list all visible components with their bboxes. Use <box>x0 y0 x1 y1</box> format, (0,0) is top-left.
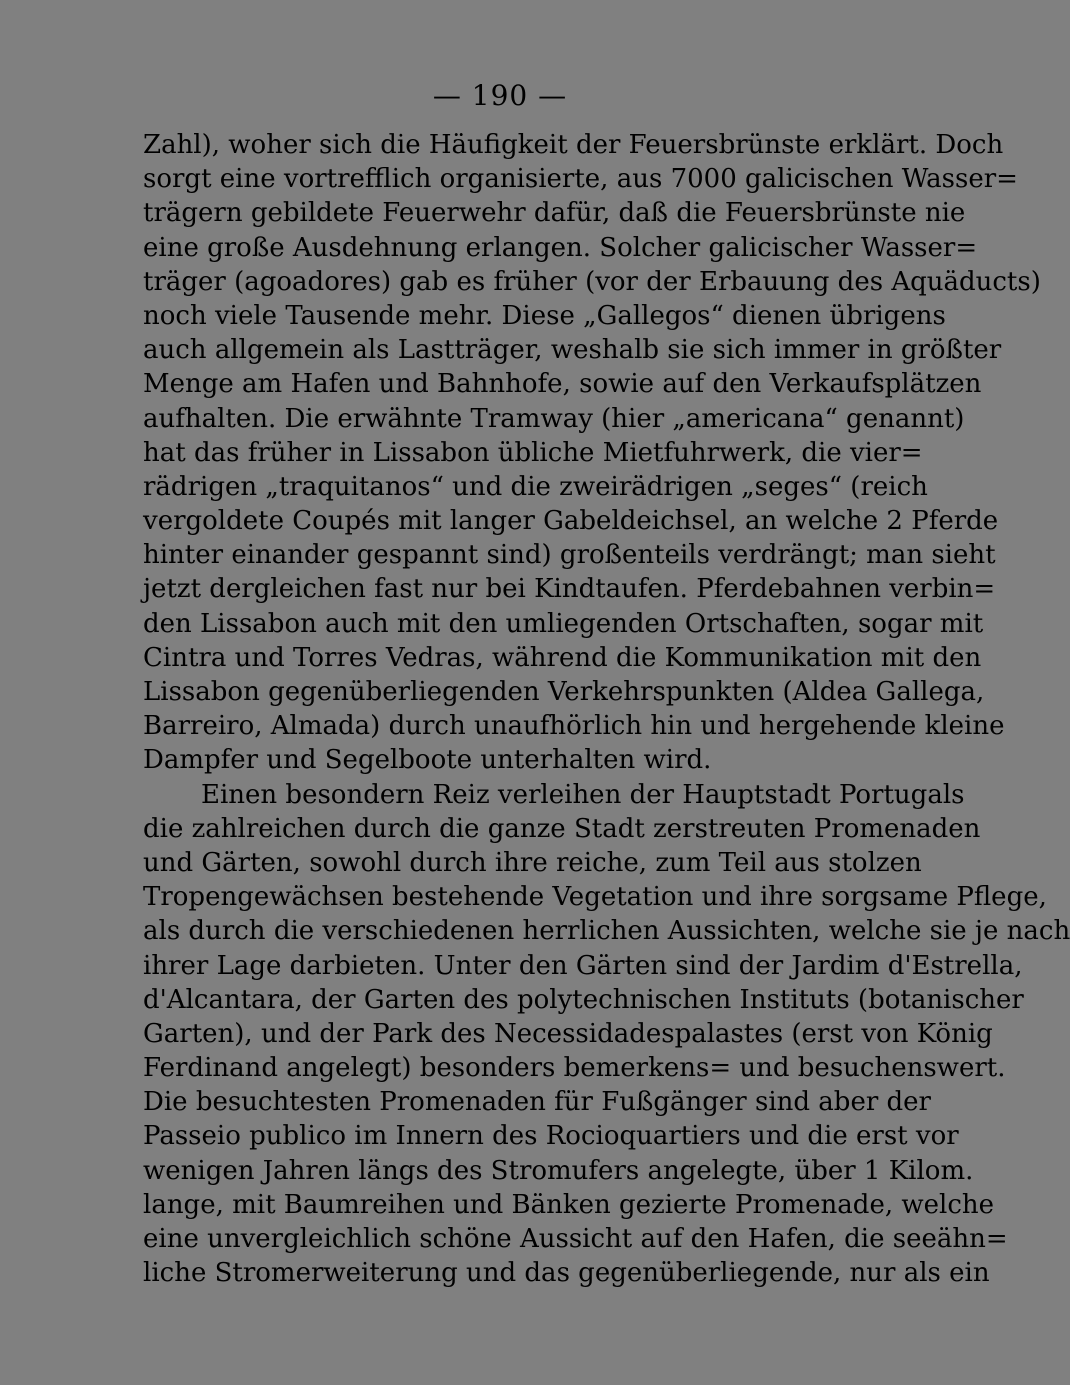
text-line: als durch die verschiedenen herrlichen Aussichten, welche sie je nach <box>143 916 1070 947</box>
text-line: träger (agoadores) gab es früher (vor der Erbauung des Aquäducts) <box>143 266 1041 297</box>
paragraph-start-line: Einen besondern Reiz verleihen der Hauptstadt Portugals <box>201 779 965 810</box>
text-line: auch allgemein als Lastträger, weshalb sie sich immer in größter <box>143 335 1002 366</box>
text-line: hinter einander gespannt sind) großenteils verdrängt; man sieht <box>143 540 996 571</box>
text-line: Zahl), woher sich die Häufigkeit der Feuersbrünste erklärt. Doch <box>143 130 1004 160</box>
text-line: Tropengewächsen bestehende Vegetation und ihre sorgsame Pflege, <box>143 882 1047 913</box>
page-number: — 190 — <box>432 79 568 112</box>
text-line: den Lissabon auch mit den umliegenden Ortschaften, sogar mit <box>143 608 984 639</box>
text-line: Ferdinand angelegt) besonders bemerkens= und besuchenswert. <box>143 1053 1006 1084</box>
text-line: noch viele Tausende mehr. Diese „Gallegos“ dienen übrigens <box>143 300 946 331</box>
text-line: liche Stromerweiterung und das gegenüberliegende, nur als ein <box>143 1258 990 1289</box>
text-line: Barreiro, Almada) durch unaufhörlich hin und hergehende kleine <box>143 711 1005 742</box>
text-line: trägern gebildete Feuerwehr dafür, daß die Feuersbrünste nie <box>143 198 966 229</box>
text-line: Lissabon gegenüberliegenden Verkehrspunkten (Aldea Gallega, <box>143 677 985 707</box>
text-line: jetzt dergleichen fast nur bei Kindtaufen. Pferdebahnen verbin= <box>143 574 996 605</box>
text-line: hat das früher in Lissabon übliche Mietfuhrwerk, die vier= <box>143 437 923 468</box>
text-line: Cintra und Torres Vedras, während die Kommunikation mit den <box>143 642 982 673</box>
paragraph-end-line: Dampfer und Segelboote unterhalten wird. <box>143 745 712 776</box>
text-line: ihrer Lage darbieten. Unter den Gärten sind der Jardim d'Estrella, <box>143 950 1023 981</box>
text-line: eine unvergleichlich schöne Aussicht auf den Hafen, die seeähn= <box>143 1224 1008 1254</box>
text-line: d'Alcantara, der Garten des polytechnischen Instituts (botanischer <box>143 984 1024 1015</box>
text-line: wenigen Jahren längs des Stromufers angelegte, über 1 Kilom. <box>143 1155 974 1186</box>
text-line: sorgt eine vortrefflich organisierte, aus 7000 galicischen Wasser= <box>143 164 1018 195</box>
text-line: Die besuchtesten Promenaden für Fußgänger sind aber der <box>143 1087 931 1118</box>
text-line: aufhalten. Die erwähnte Tramway (hier „americana“ genannt) <box>143 403 965 434</box>
text-line: eine große Ausdehnung erlangen. Solcher galicischer Wasser= <box>143 232 978 263</box>
text-line: Garten), und der Park des Necessidadespalastes (erst von König <box>143 1018 993 1049</box>
text-line: und Gärten, sowohl durch ihre reiche, zum Teil aus stolzen <box>143 847 922 878</box>
body-text <box>143 128 1070 1290</box>
text-line: vergoldete Coupés mit langer Gabeldeichsel, an welche 2 Pferde <box>143 506 999 537</box>
text-line: rädrigen „traquitanos“ und die zweirädrigen „seges“ (reich <box>143 471 928 502</box>
text-line: Menge am Hafen und Bahnhofe, sowie auf den Verkaufsplätzen <box>143 369 982 400</box>
text-line: lange, mit Baumreihen und Bänken gezierte Promenade, welche <box>143 1189 995 1220</box>
text-line: Passeio publico im Innern des Rocioquartiers und die erst vor <box>143 1121 959 1152</box>
text-line: die zahlreichen durch die ganze Stadt zerstreuten Promenaden <box>143 813 981 844</box>
